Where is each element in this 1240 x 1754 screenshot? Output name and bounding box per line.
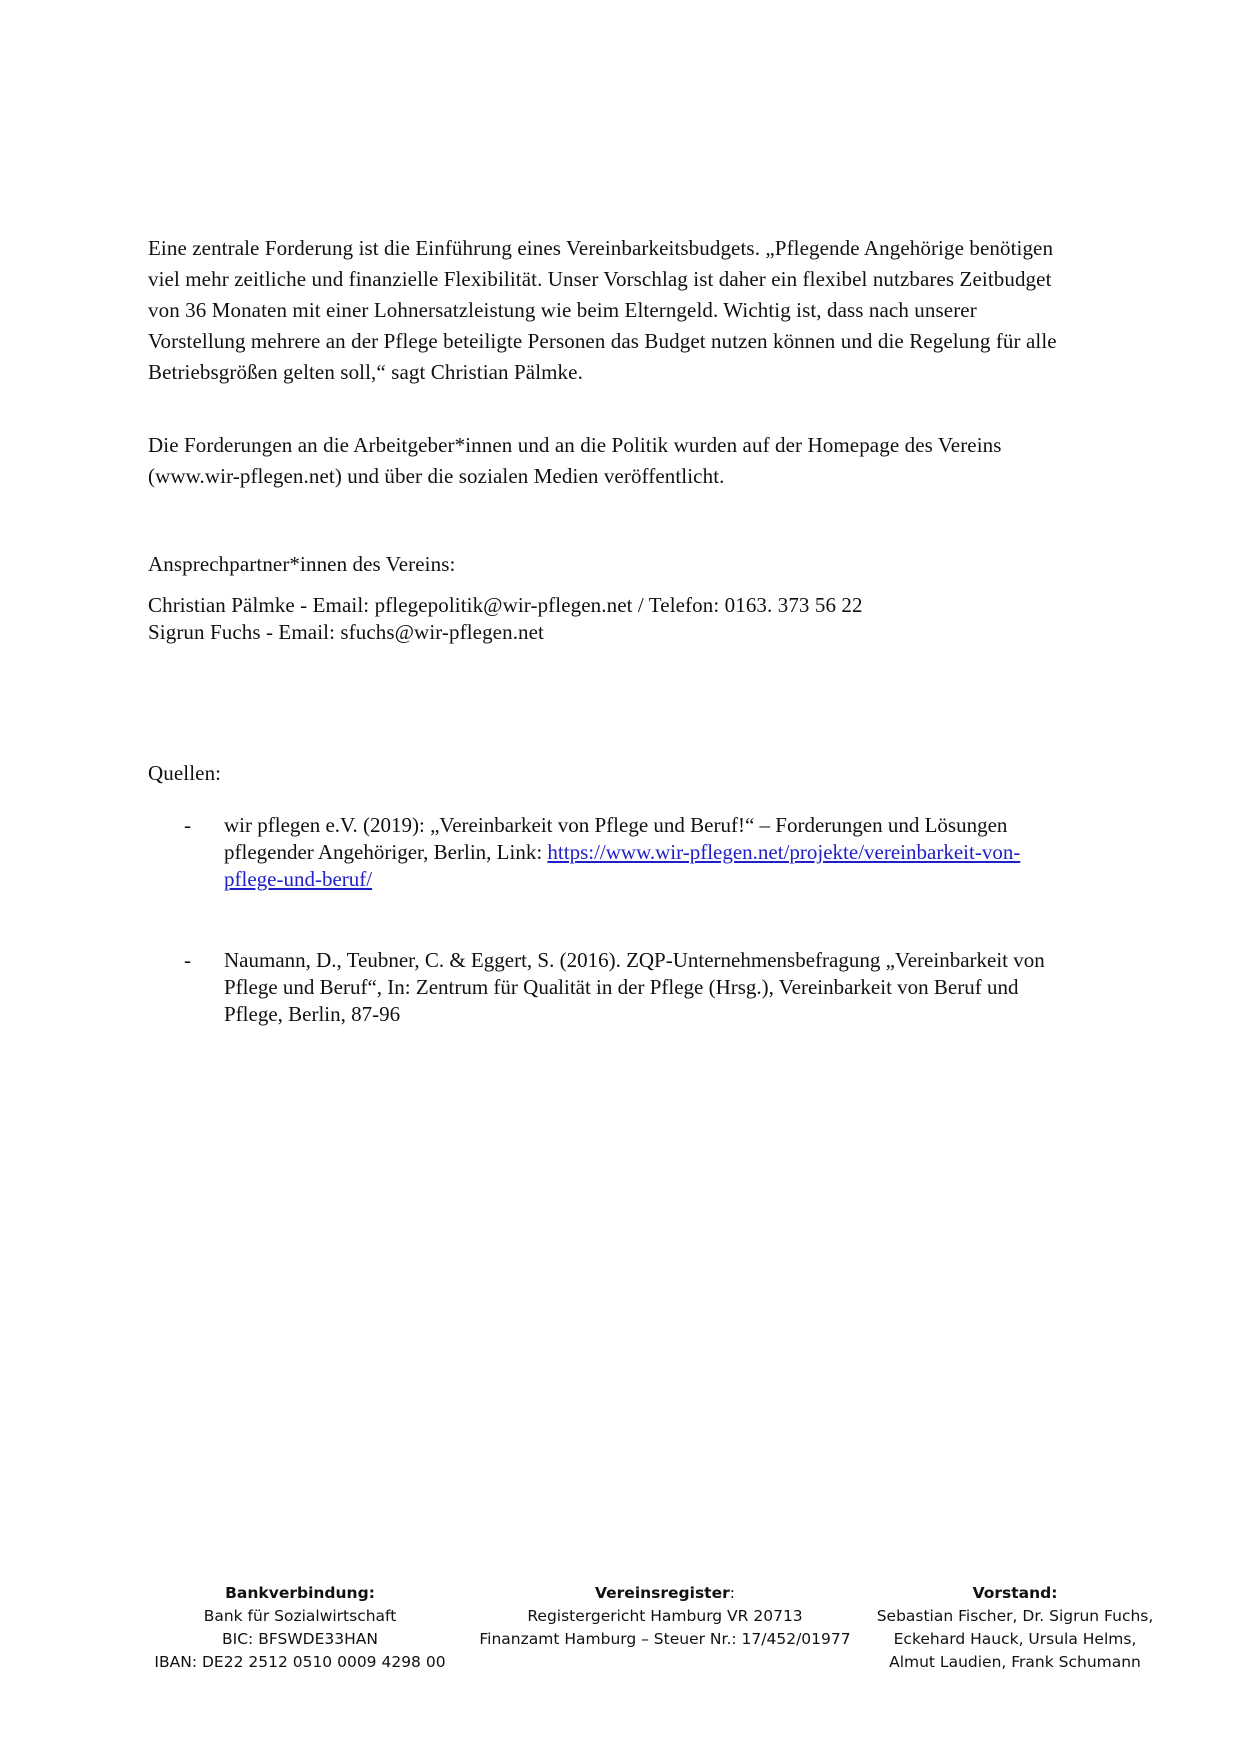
source-item [148, 812, 1068, 893]
contact-line-fuchs: Sigrun Fuchs - Email: sfuchs@wir-pflegen.net [148, 620, 544, 644]
source-citation-text: Naumann, D., Teubner, C. & Eggert, S. (2016). ZQP-Unternehmensbefragung „Vereinbarkeit von Pflege und Beruf“, In: Zentrum für Qualität in der Pflege (Hrsg.), Vereinbarkeit von Beruf und Pflege, Berlin, 87-96 [224, 948, 1045, 1026]
footer-register-colon: : [729, 1584, 735, 1602]
footer-board-line: Sebastian Fischer, Dr. Sigrun Fuchs, [876, 1607, 1154, 1625]
body-paragraph-publication [148, 430, 1068, 492]
paragraph-text: Eine zentrale Forderung ist die Einführung eines Vereinbarkeitsbudgets. „Pflegende Angehörige benötigen viel mehr zeitliche und finanzielle Flexibilität. Unser Vorschlag ist daher ein flexibel nutzbares Zeitbudget von 36 Monaten mit einer Lohnersatzleistung wie beim Elterngeld. Wichtig ist, dass nach unserer Vorstellung mehrere an der Pflege beteiligte Personen das Budget nutzen können und die Regelung für alle Betriebsgrößen gelten soll,“ sagt Christian Pälmke. [148, 236, 1057, 384]
contact-line-palmke: Christian Pälmke - Email: pflegepolitik@wir-pflegen.net / Telefon: 0163. 373 56 22 [148, 593, 863, 617]
footer-board-line: Eckehard Hauck, Ursula Helms, [893, 1630, 1137, 1648]
footer-board-members [870, 1582, 1160, 1674]
footer-bank-iban: IBAN: DE22 2512 0510 0009 4298 00 [154, 1653, 446, 1671]
paragraph-text: Die Forderungen an die Arbeitgeber*innen und an die Politik wurden auf der Homepage des Vereins (www.wir-pflegen.net) und über die sozialen Medien veröffentlicht. [148, 433, 1002, 488]
source-item [148, 947, 1068, 1028]
footer-register-tax: Finanzamt Hamburg – Steuer Nr.: 17/452/01977 [479, 1630, 851, 1648]
contacts-list [148, 592, 1068, 646]
footer-register-heading: Vereinsregister [595, 1584, 730, 1602]
footer-board-line: Almut Laudien, Frank Schumann [889, 1653, 1141, 1671]
footer-register-heading-line [470, 1582, 860, 1605]
body-paragraph-demand [148, 233, 1068, 388]
sources-heading: Quellen: [148, 761, 222, 785]
bullet-dash: - [184, 948, 191, 972]
contacts-heading: Ansprechpartner*innen des Vereins: [148, 552, 456, 576]
bullet-dash: - [184, 813, 191, 837]
footer-bank-name: Bank für Sozialwirtschaft [203, 1607, 397, 1625]
source-citation-text: wir pflegen e.V. (2019): „Vereinbarkeit von Pflege und Beruf!“ – Forderungen und Lösungen pflegender Angehöriger, Berlin, Link: [224, 813, 1008, 864]
footer-board-heading: Vorstand: [972, 1584, 1058, 1602]
footer-bank-bic: BIC: BFSWDE33HAN [222, 1630, 378, 1648]
footer-bank-heading: Bankverbindung: [225, 1584, 375, 1602]
footer-register-details [470, 1582, 860, 1651]
footer-register-court: Registergericht Hamburg VR 20713 [527, 1607, 803, 1625]
footer-bank-details [150, 1582, 450, 1674]
source-link[interactable]: https://www.wir-pflegen.net/projekte/vereinbarkeit-von-pflege-und-beruf/ [224, 840, 1021, 891]
source-citation [224, 812, 1068, 893]
